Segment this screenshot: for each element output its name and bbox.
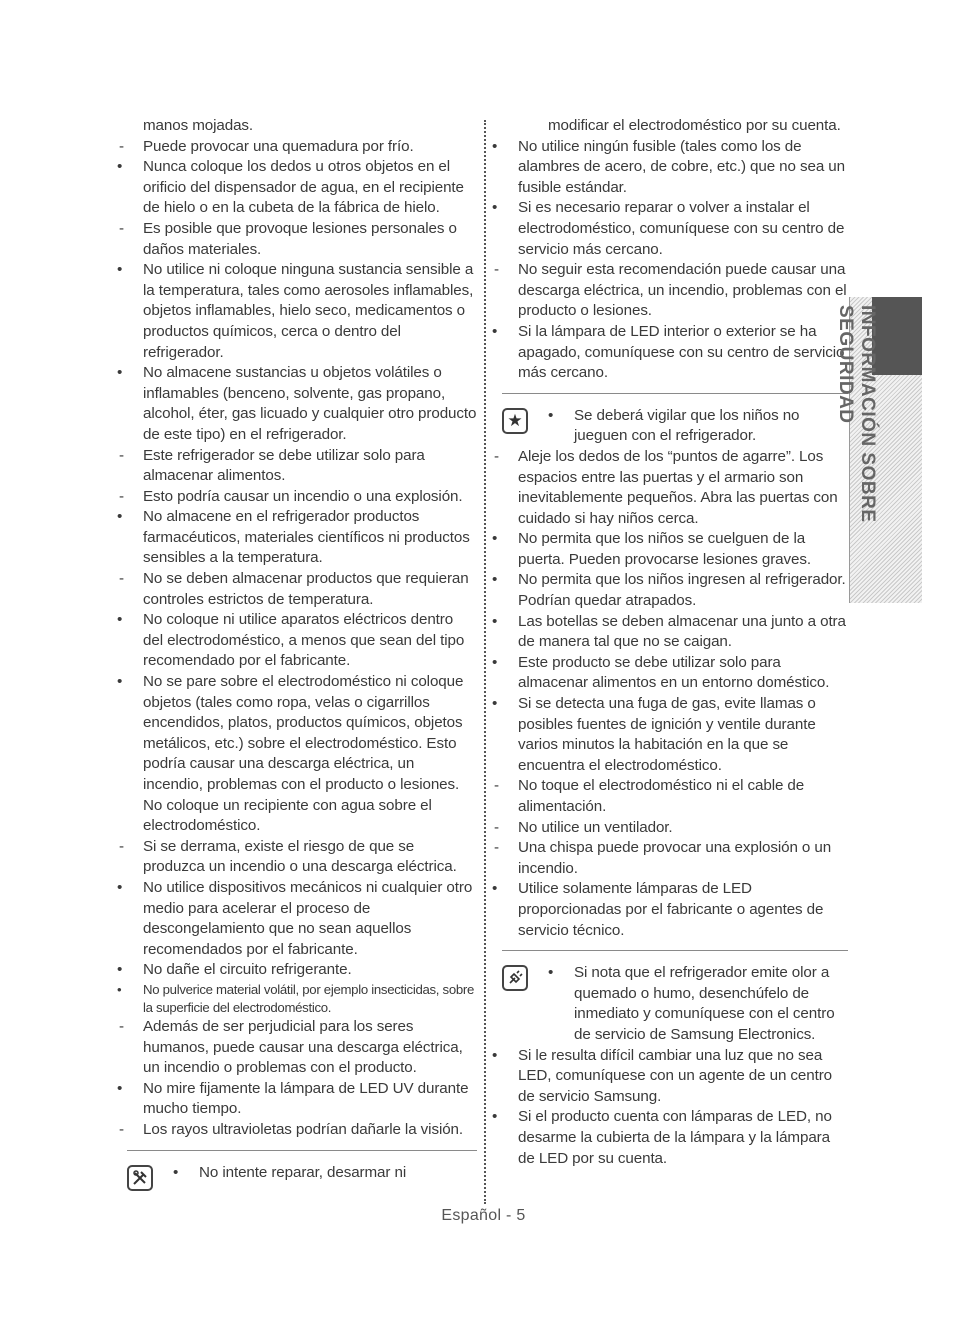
page-number: Español - 5 (441, 1207, 526, 1224)
list-text: Este refrigerador se debe utilizar solo para almacenar alimentos. (143, 446, 425, 485)
list-item: • Se deberá vigilar que los niños no jueguen con el refrigerador. (548, 406, 800, 445)
list-marker: - (119, 1120, 124, 1138)
list-item (117, 363, 477, 445)
list-text: Si la lámpara de LED interior o exterior se ha apagado, comuníquese con su centro de servicio más cercano. (518, 322, 845, 382)
list-text: modificar el electrodoméstico por su cuenta. (548, 117, 841, 134)
list-item (492, 1046, 848, 1108)
list-text: No utilice ningún fusible (tales como los de alambres de acero, de cobre, etc.) que no sea un fusible estándar. (518, 137, 845, 196)
repair-warning (117, 1163, 477, 1184)
list-item (492, 612, 848, 653)
list-marker: - (494, 777, 499, 795)
list-marker: - (119, 837, 124, 855)
list-marker: • (492, 137, 498, 155)
list-text: No seguir esta recomendación puede causar una descarga eléctrica, un incendio, problemas con el producto o lesiones. (518, 261, 847, 320)
list-item (117, 981, 477, 1017)
list-item (117, 960, 477, 981)
list-item (117, 137, 477, 158)
list-item (117, 878, 477, 960)
list-marker: - (119, 446, 124, 464)
list-marker: • (117, 158, 123, 176)
list-marker: • (117, 673, 123, 691)
list-marker: - (119, 137, 124, 155)
list-item (492, 198, 848, 260)
list-item (117, 837, 477, 878)
list-marker: • (117, 878, 123, 896)
list-marker: - (119, 219, 124, 237)
list-text: Si se derrama, existe el riesgo de que se produzca un incendio o una descarga eléctrica. (143, 837, 457, 876)
list-marker: • (492, 530, 498, 548)
list-marker: - (494, 447, 499, 465)
list-item (117, 116, 477, 137)
list-marker: • (492, 612, 498, 630)
list-item (492, 694, 848, 776)
list-text: Los rayos ultravioletas podrían dañarle la visión. (143, 1120, 464, 1138)
list-item (117, 610, 477, 672)
list-item (492, 570, 848, 611)
list-marker: • (492, 322, 498, 340)
list-item (492, 529, 848, 570)
list-item (492, 818, 848, 839)
list-marker: • (492, 571, 498, 589)
list-marker: • (117, 508, 123, 526)
burning-smell-section (492, 963, 848, 1045)
left-items (117, 116, 477, 1141)
list-marker: - (494, 818, 499, 836)
list-marker: • (492, 1108, 498, 1126)
list-text: Una chispa puede provocar una explosión o un incendio. (518, 839, 832, 877)
list-text: No almacene sustancias u objetos volátiles o inflamables (benceno, solvente, gas propano, alcohol, éter, gas licuado y cualquier otro producto de este tipo) en el refrigerador. (143, 364, 477, 443)
list-text: Es posible que provoque lesiones personales o daños materiales. (143, 219, 457, 258)
list-text: Además de ser perjudicial para los seres humanos, puede causar una descarga eléctrica, un incendio o problemas con el producto. (143, 1017, 463, 1077)
list-item: • Si nota que el refrigerador emite olor a quemado o humo, desenchúfelo de inmediato y comuníquese con el centro de servicio de Samsung Electronics. (548, 964, 835, 1043)
list-item (492, 879, 848, 941)
section-divider (502, 393, 848, 394)
list-item: • No intente reparar, desarmar ni (173, 1163, 407, 1181)
list-text: No mire fijamente la lámpara de LED UV durante mucho tiempo. (143, 1079, 469, 1118)
section-side-tab (835, 297, 922, 603)
list-item (492, 653, 848, 694)
list-text: Puede provocar una quemadura por frío. (143, 137, 414, 155)
list-text: Si es necesario reparar o volver a instalar el electrodoméstico, comuníquese con su centro de servicio más cercano. (518, 199, 845, 258)
list-marker: • (492, 880, 498, 898)
list-text: No utilice dispositivos mecánicos ni cualquier otro medio para acelerar el proceso de descongelamiento que no sean aquellos recomendados por el fabricante. (143, 878, 473, 958)
list-text: Si el producto cuenta con lámparas de LED, no desarme la cubierta de la lámpara y la lámpara de LED por su cuenta. (518, 1108, 832, 1167)
list-marker: - (119, 487, 124, 505)
list-text: No utilice un ventilador. (518, 818, 673, 836)
list-marker: • (492, 695, 498, 713)
column-divider (484, 120, 486, 1204)
list-item (117, 219, 477, 260)
list-text: Aleje los dedos de los “puntos de agarre”. Los espacios entre las puertas y el armario son inevitablemente pequeños. Abra las puertas con cuidado si hay niños cerca. (518, 447, 838, 527)
list-marker: • (117, 961, 123, 979)
list-item (117, 157, 477, 219)
list-item (117, 260, 477, 363)
list-item (117, 569, 477, 610)
list-marker: - (494, 839, 499, 857)
list-text: No utilice ni coloque ninguna sustancia sensible a la temperatura, tales como aerosoles inflamables, objetos inflamables, hielo seco, medicamentos o productos químicos, cerca o dentro del refrigerador. (143, 261, 474, 361)
section-divider (127, 1150, 477, 1151)
list-marker: • (117, 981, 122, 997)
list-marker: • (117, 611, 123, 629)
children-items (492, 447, 848, 941)
list-marker: - (119, 570, 124, 588)
list-text: No permita que los niños se cuelguen de la puerta. Pueden provocarse lesiones graves. (518, 530, 811, 568)
right-items (492, 116, 848, 384)
list-text: Nunca coloque los dedos u otros objetos en el orificio del dispensador de agua, en el recipiente de hielo o en la cubeta de la fábrica de hielo. (143, 158, 464, 217)
section-divider (502, 950, 848, 951)
list-marker: • (492, 653, 498, 671)
lamp-items (492, 1046, 848, 1170)
list-text: No dañe el circuito refrigerante. (143, 961, 352, 979)
list-marker: • (117, 1079, 123, 1097)
side-tab-marker (872, 297, 922, 375)
list-item (117, 446, 477, 487)
list-text: Las botellas se deben almacenar una junto a otra de manera tal que no se caigan. (518, 612, 846, 651)
list-text: manos mojadas. (143, 117, 254, 134)
list-text: No almacene en el refrigerador productos farmacéuticos, materiales científicos ni productos sensibles a la temperatura. (143, 508, 470, 567)
list-text: Utilice solamente lámparas de LED proporcionadas por el fabricante o agentes de servicio técnico. (518, 880, 824, 939)
side-tab-label: INFORMACIÓN SOBRE SEGURIDAD (835, 305, 878, 523)
list-text: No coloque ni utilice aparatos eléctricos dentro del electrodoméstico, a menos que sean del tipo recomendado por el fabricante. (143, 611, 465, 670)
list-marker: • (492, 1046, 498, 1064)
list-item (492, 1107, 848, 1169)
list-marker: • (117, 364, 123, 382)
list-text: Si le resulta difícil cambiar una luz que no sea LED, comuníquese con un agente de un centro de servicio Samsung. (518, 1046, 833, 1105)
list-item (492, 260, 848, 322)
list-text: No se pare sobre el electrodoméstico ni coloque objetos (tales como ropa, velas o cigarrillos encendidos, platos, productos químicos, objetos metálicos, etc.) sobre el electrodoméstico. Esto podría causar una descarga eléctrica, un incendio, problemas con el producto o lesiones. No coloque un recipiente con agua sobre el electrodoméstico. (143, 673, 464, 835)
left-column (117, 116, 477, 1183)
list-marker: - (119, 1017, 124, 1035)
list-item (492, 116, 848, 137)
list-item (492, 137, 848, 199)
list-text: Si se detecta una fuga de gas, evite llamas o posibles fuentes de ignición y ventile durante varios minutos la habitación en la que se encuentra el electrodoméstico. (518, 695, 816, 774)
list-text: No toque el electrodoméstico ni el cable de alimentación. (518, 777, 805, 815)
list-item (117, 1017, 477, 1079)
right-column (492, 116, 848, 1169)
list-item (117, 1079, 477, 1120)
children-section (492, 406, 848, 447)
star-icon: ★ (502, 408, 528, 434)
list-item (117, 672, 477, 837)
list-marker: • (492, 199, 498, 217)
list-text: No permita que los niños ingresen al refrigerador. Podrían quedar atrapados. (518, 571, 846, 610)
list-item (492, 322, 848, 384)
list-marker: • (117, 261, 123, 279)
list-text: No pulverice material volátil, por ejemplo insecticidas, sobre la superficie del electrodoméstico. (143, 981, 475, 1015)
list-marker: - (494, 261, 499, 279)
list-text: Esto podría causar un incendio o una explosión. (143, 487, 463, 505)
list-item (492, 838, 848, 879)
list-item (492, 447, 848, 529)
list-text: Este producto se debe utilizar solo para almacenar alimentos en un entorno doméstico. (518, 653, 830, 692)
list-item (117, 1120, 477, 1141)
list-text: No se deben almacenar productos que requieran controles estrictos de temperatura. (143, 570, 469, 608)
list-item (117, 507, 477, 569)
list-item (492, 776, 848, 817)
list-item (117, 487, 477, 508)
